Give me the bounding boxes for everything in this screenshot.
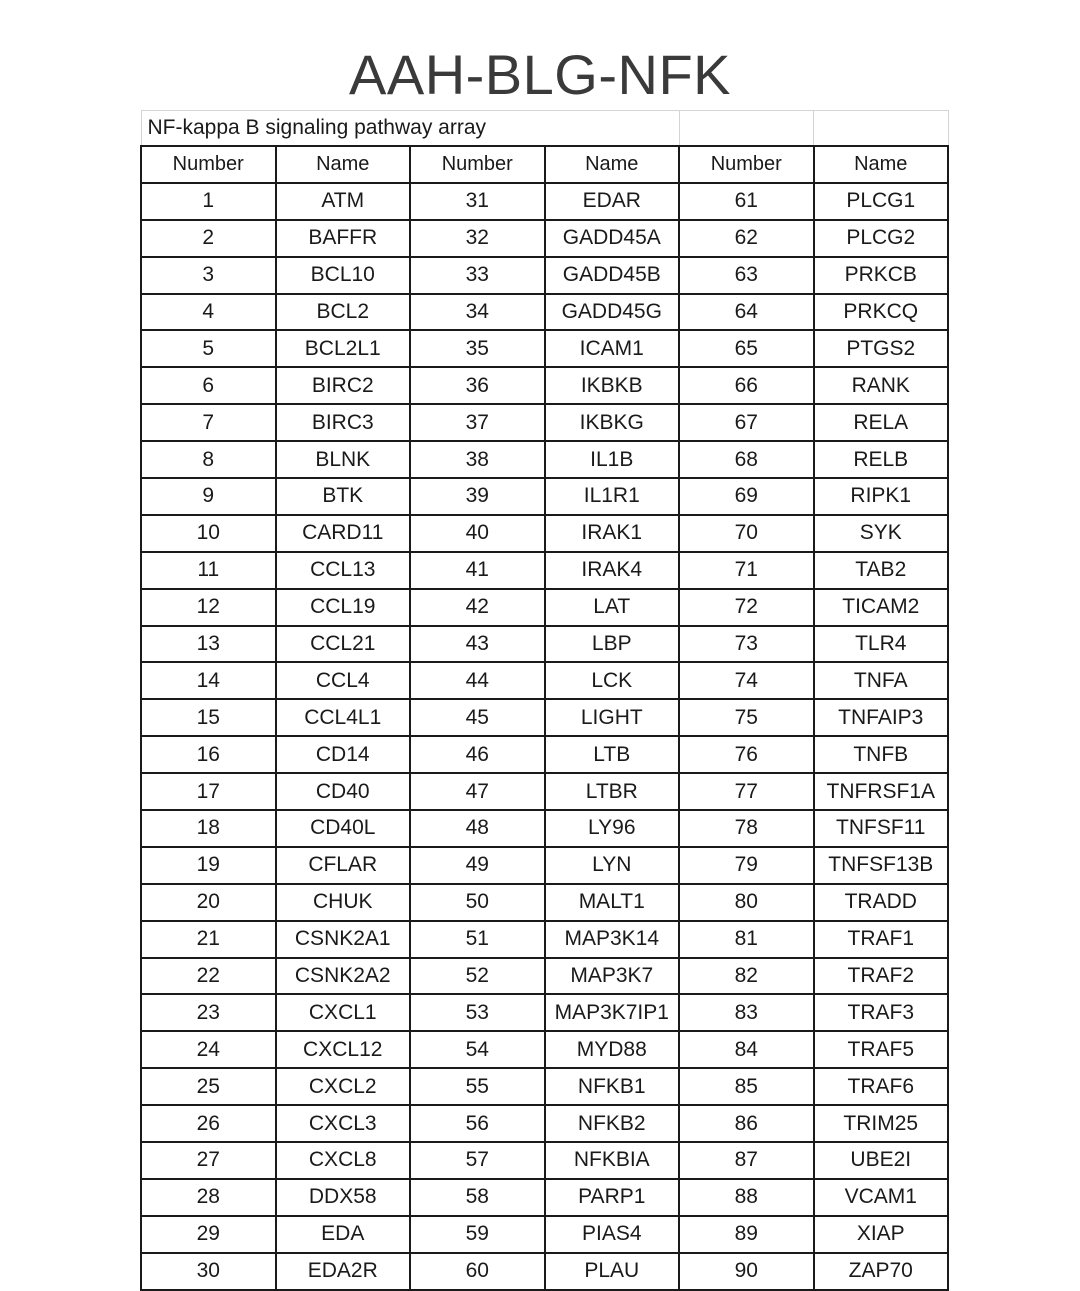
gene-name-cell: TRAF3 [814, 994, 949, 1031]
gene-name-cell: PRKCQ [814, 294, 949, 331]
table-row [141, 478, 948, 515]
number-cell: 76 [679, 736, 814, 773]
gene-name-cell: RANK [814, 367, 949, 404]
table-row [141, 330, 948, 367]
gene-name-cell: CCL19 [276, 589, 411, 626]
table-row [141, 994, 948, 1031]
number-cell: 27 [141, 1142, 276, 1179]
number-cell: 42 [410, 589, 545, 626]
number-cell: 78 [679, 810, 814, 847]
number-cell: 50 [410, 884, 545, 921]
gene-name-cell: EDA [276, 1216, 411, 1253]
number-cell: 51 [410, 921, 545, 958]
gene-name-cell: CFLAR [276, 847, 411, 884]
number-cell: 65 [679, 330, 814, 367]
number-cell: 20 [141, 884, 276, 921]
gene-name-cell: VCAM1 [814, 1179, 949, 1216]
gene-name-cell: LYN [545, 847, 680, 884]
number-cell: 49 [410, 847, 545, 884]
table-row [141, 183, 948, 220]
gene-name-cell: TNFA [814, 662, 949, 699]
number-cell: 5 [141, 330, 276, 367]
number-cell: 47 [410, 773, 545, 810]
number-cell: 32 [410, 220, 545, 257]
gene-name-cell: TRIM25 [814, 1105, 949, 1142]
number-cell: 10 [141, 515, 276, 552]
gene-name-cell: LTBR [545, 773, 680, 810]
gene-name-cell: MAP3K7 [545, 958, 680, 995]
number-cell: 26 [141, 1105, 276, 1142]
number-cell: 68 [679, 441, 814, 478]
number-cell: 73 [679, 626, 814, 663]
number-cell: 18 [141, 810, 276, 847]
blank-cell [545, 111, 680, 147]
number-cell: 29 [141, 1216, 276, 1253]
number-cell: 86 [679, 1105, 814, 1142]
column-header: Name [814, 146, 949, 183]
number-cell: 30 [141, 1253, 276, 1290]
gene-name-cell: CD14 [276, 736, 411, 773]
gene-name-cell: EDA2R [276, 1253, 411, 1290]
column-header: Number [141, 146, 276, 183]
table-row [141, 589, 948, 626]
gene-name-cell: CSNK2A2 [276, 958, 411, 995]
gene-name-cell: TRADD [814, 884, 949, 921]
gene-name-cell: LCK [545, 662, 680, 699]
gene-name-cell: BLNK [276, 441, 411, 478]
number-cell: 88 [679, 1179, 814, 1216]
number-cell: 89 [679, 1216, 814, 1253]
number-cell: 82 [679, 958, 814, 995]
gene-name-cell: IRAK4 [545, 552, 680, 589]
number-cell: 1 [141, 183, 276, 220]
gene-name-cell: IL1B [545, 441, 680, 478]
number-cell: 36 [410, 367, 545, 404]
number-cell: 60 [410, 1253, 545, 1290]
number-cell: 13 [141, 626, 276, 663]
table-row [141, 626, 948, 663]
number-cell: 64 [679, 294, 814, 331]
gene-name-cell: BIRC2 [276, 367, 411, 404]
table-row [141, 404, 948, 441]
gene-name-cell: PTGS2 [814, 330, 949, 367]
gene-name-cell: MAP3K7IP1 [545, 994, 680, 1031]
number-cell: 53 [410, 994, 545, 1031]
table-row [141, 257, 948, 294]
number-cell: 52 [410, 958, 545, 995]
table-row [141, 884, 948, 921]
gene-name-cell: RELB [814, 441, 949, 478]
number-cell: 24 [141, 1031, 276, 1068]
gene-name-cell: PLAU [545, 1253, 680, 1290]
gene-name-cell: GADD45B [545, 257, 680, 294]
gene-name-cell: TRAF6 [814, 1068, 949, 1105]
table-row [141, 1105, 948, 1142]
number-cell: 63 [679, 257, 814, 294]
number-cell: 40 [410, 515, 545, 552]
gene-name-cell: TNFSF13B [814, 847, 949, 884]
gene-name-cell: BIRC3 [276, 404, 411, 441]
table-row [141, 810, 948, 847]
gene-name-cell: IKBKB [545, 367, 680, 404]
number-cell: 3 [141, 257, 276, 294]
number-cell: 43 [410, 626, 545, 663]
gene-name-cell: TNFRSF1A [814, 773, 949, 810]
gene-name-cell: DDX58 [276, 1179, 411, 1216]
gene-name-cell: MALT1 [545, 884, 680, 921]
number-cell: 83 [679, 994, 814, 1031]
table-row [141, 515, 948, 552]
gene-name-cell: LIGHT [545, 699, 680, 736]
number-cell: 71 [679, 552, 814, 589]
table-row [141, 441, 948, 478]
gene-name-cell: PLCG1 [814, 183, 949, 220]
table-row [141, 220, 948, 257]
gene-name-cell: PLCG2 [814, 220, 949, 257]
gene-name-cell: CCL4L1 [276, 699, 411, 736]
number-cell: 41 [410, 552, 545, 589]
number-cell: 35 [410, 330, 545, 367]
table-row [141, 1031, 948, 1068]
table-row [141, 1142, 948, 1179]
gene-name-cell: TRAF1 [814, 921, 949, 958]
number-cell: 33 [410, 257, 545, 294]
number-cell: 15 [141, 699, 276, 736]
number-cell: 8 [141, 441, 276, 478]
number-cell: 34 [410, 294, 545, 331]
gene-name-cell: NFKB2 [545, 1105, 680, 1142]
gene-name-cell: ATM [276, 183, 411, 220]
gene-name-cell: ZAP70 [814, 1253, 949, 1290]
gene-name-cell: RIPK1 [814, 478, 949, 515]
table-row [141, 847, 948, 884]
number-cell: 90 [679, 1253, 814, 1290]
table-row [141, 1179, 948, 1216]
number-cell: 66 [679, 367, 814, 404]
page-title: AAH-BLG-NFK [349, 43, 731, 106]
gene-name-cell: PIAS4 [545, 1216, 680, 1253]
column-header: Name [276, 146, 411, 183]
number-cell: 17 [141, 773, 276, 810]
table-caption: NF-kappa B signaling pathway array [141, 111, 545, 147]
number-cell: 25 [141, 1068, 276, 1105]
gene-name-cell: ICAM1 [545, 330, 680, 367]
gene-name-cell: MYD88 [545, 1031, 680, 1068]
gene-name-cell: CXCL1 [276, 994, 411, 1031]
number-cell: 55 [410, 1068, 545, 1105]
table-row [141, 1068, 948, 1105]
number-cell: 23 [141, 994, 276, 1031]
table-row [141, 958, 948, 995]
number-cell: 85 [679, 1068, 814, 1105]
number-cell: 44 [410, 662, 545, 699]
number-cell: 59 [410, 1216, 545, 1253]
number-cell: 72 [679, 589, 814, 626]
number-cell: 16 [141, 736, 276, 773]
table-body [141, 111, 948, 1290]
table-row [141, 773, 948, 810]
number-cell: 81 [679, 921, 814, 958]
header-row [141, 146, 948, 183]
gene-name-cell: BAFFR [276, 220, 411, 257]
gene-name-cell: CCL13 [276, 552, 411, 589]
gene-name-cell: BCL10 [276, 257, 411, 294]
table-row [141, 736, 948, 773]
table-row [141, 294, 948, 331]
number-cell: 48 [410, 810, 545, 847]
table-row [141, 367, 948, 404]
number-cell: 87 [679, 1142, 814, 1179]
number-cell: 77 [679, 773, 814, 810]
number-cell: 6 [141, 367, 276, 404]
gene-name-cell: IRAK1 [545, 515, 680, 552]
table-row [141, 552, 948, 589]
gene-name-cell: PARP1 [545, 1179, 680, 1216]
gene-name-cell: IKBKG [545, 404, 680, 441]
column-header: Number [679, 146, 814, 183]
number-cell: 80 [679, 884, 814, 921]
number-cell: 61 [679, 183, 814, 220]
gene-name-cell: UBE2I [814, 1142, 949, 1179]
gene-name-cell: IL1R1 [545, 478, 680, 515]
number-cell: 62 [679, 220, 814, 257]
number-cell: 14 [141, 662, 276, 699]
number-cell: 45 [410, 699, 545, 736]
number-cell: 4 [141, 294, 276, 331]
table-row [141, 699, 948, 736]
number-cell: 57 [410, 1142, 545, 1179]
gene-name-cell: LTB [545, 736, 680, 773]
number-cell: 67 [679, 404, 814, 441]
gene-name-cell: TICAM2 [814, 589, 949, 626]
gene-name-cell: MAP3K14 [545, 921, 680, 958]
number-cell: 2 [141, 220, 276, 257]
gene-name-cell: NFKB1 [545, 1068, 680, 1105]
gene-name-cell: TLR4 [814, 626, 949, 663]
gene-name-cell: CXCL2 [276, 1068, 411, 1105]
gene-name-cell: RELA [814, 404, 949, 441]
gene-name-cell: TNFB [814, 736, 949, 773]
number-cell: 19 [141, 847, 276, 884]
number-cell: 22 [141, 958, 276, 995]
number-cell: 9 [141, 478, 276, 515]
gene-name-cell: CXCL3 [276, 1105, 411, 1142]
gene-name-cell: CSNK2A1 [276, 921, 411, 958]
number-cell: 38 [410, 441, 545, 478]
number-cell: 7 [141, 404, 276, 441]
gene-name-cell: BCL2L1 [276, 330, 411, 367]
gene-name-cell: CD40L [276, 810, 411, 847]
gene-name-cell: EDAR [545, 183, 680, 220]
number-cell: 39 [410, 478, 545, 515]
gene-name-cell: CXCL8 [276, 1142, 411, 1179]
column-header: Number [410, 146, 545, 183]
caption-row [141, 111, 948, 147]
blank-cell [679, 111, 814, 147]
number-cell: 46 [410, 736, 545, 773]
number-cell: 11 [141, 552, 276, 589]
gene-name-cell: BCL2 [276, 294, 411, 331]
number-cell: 31 [410, 183, 545, 220]
gene-name-cell: SYK [814, 515, 949, 552]
number-cell: 12 [141, 589, 276, 626]
table-row [141, 662, 948, 699]
number-cell: 74 [679, 662, 814, 699]
number-cell: 75 [679, 699, 814, 736]
gene-name-cell: TRAF2 [814, 958, 949, 995]
gene-name-cell: CCL21 [276, 626, 411, 663]
gene-name-cell: TRAF5 [814, 1031, 949, 1068]
table-row [141, 921, 948, 958]
gene-name-cell: LY96 [545, 810, 680, 847]
gene-name-cell: NFKBIA [545, 1142, 680, 1179]
number-cell: 37 [410, 404, 545, 441]
number-cell: 70 [679, 515, 814, 552]
number-cell: 28 [141, 1179, 276, 1216]
gene-name-cell: CARD11 [276, 515, 411, 552]
gene-name-cell: CHUK [276, 884, 411, 921]
number-cell: 58 [410, 1179, 545, 1216]
number-cell: 69 [679, 478, 814, 515]
gene-name-cell: CD40 [276, 773, 411, 810]
gene-name-cell: LAT [545, 589, 680, 626]
number-cell: 54 [410, 1031, 545, 1068]
gene-name-cell: CCL4 [276, 662, 411, 699]
gene-name-cell: TNFSF11 [814, 810, 949, 847]
number-cell: 84 [679, 1031, 814, 1068]
gene-name-cell: PRKCB [814, 257, 949, 294]
table-row [141, 1216, 948, 1253]
number-cell: 21 [141, 921, 276, 958]
gene-name-cell: TAB2 [814, 552, 949, 589]
blank-cell [814, 111, 949, 147]
gene-name-cell: TNFAIP3 [814, 699, 949, 736]
table-row [141, 1253, 948, 1290]
gene-name-cell: LBP [545, 626, 680, 663]
gene-name-cell: BTK [276, 478, 411, 515]
number-cell: 56 [410, 1105, 545, 1142]
pathway-array-table [140, 110, 949, 1291]
column-header: Name [545, 146, 680, 183]
number-cell: 79 [679, 847, 814, 884]
gene-name-cell: XIAP [814, 1216, 949, 1253]
gene-name-cell: CXCL12 [276, 1031, 411, 1068]
gene-name-cell: GADD45G [545, 294, 680, 331]
gene-name-cell: GADD45A [545, 220, 680, 257]
